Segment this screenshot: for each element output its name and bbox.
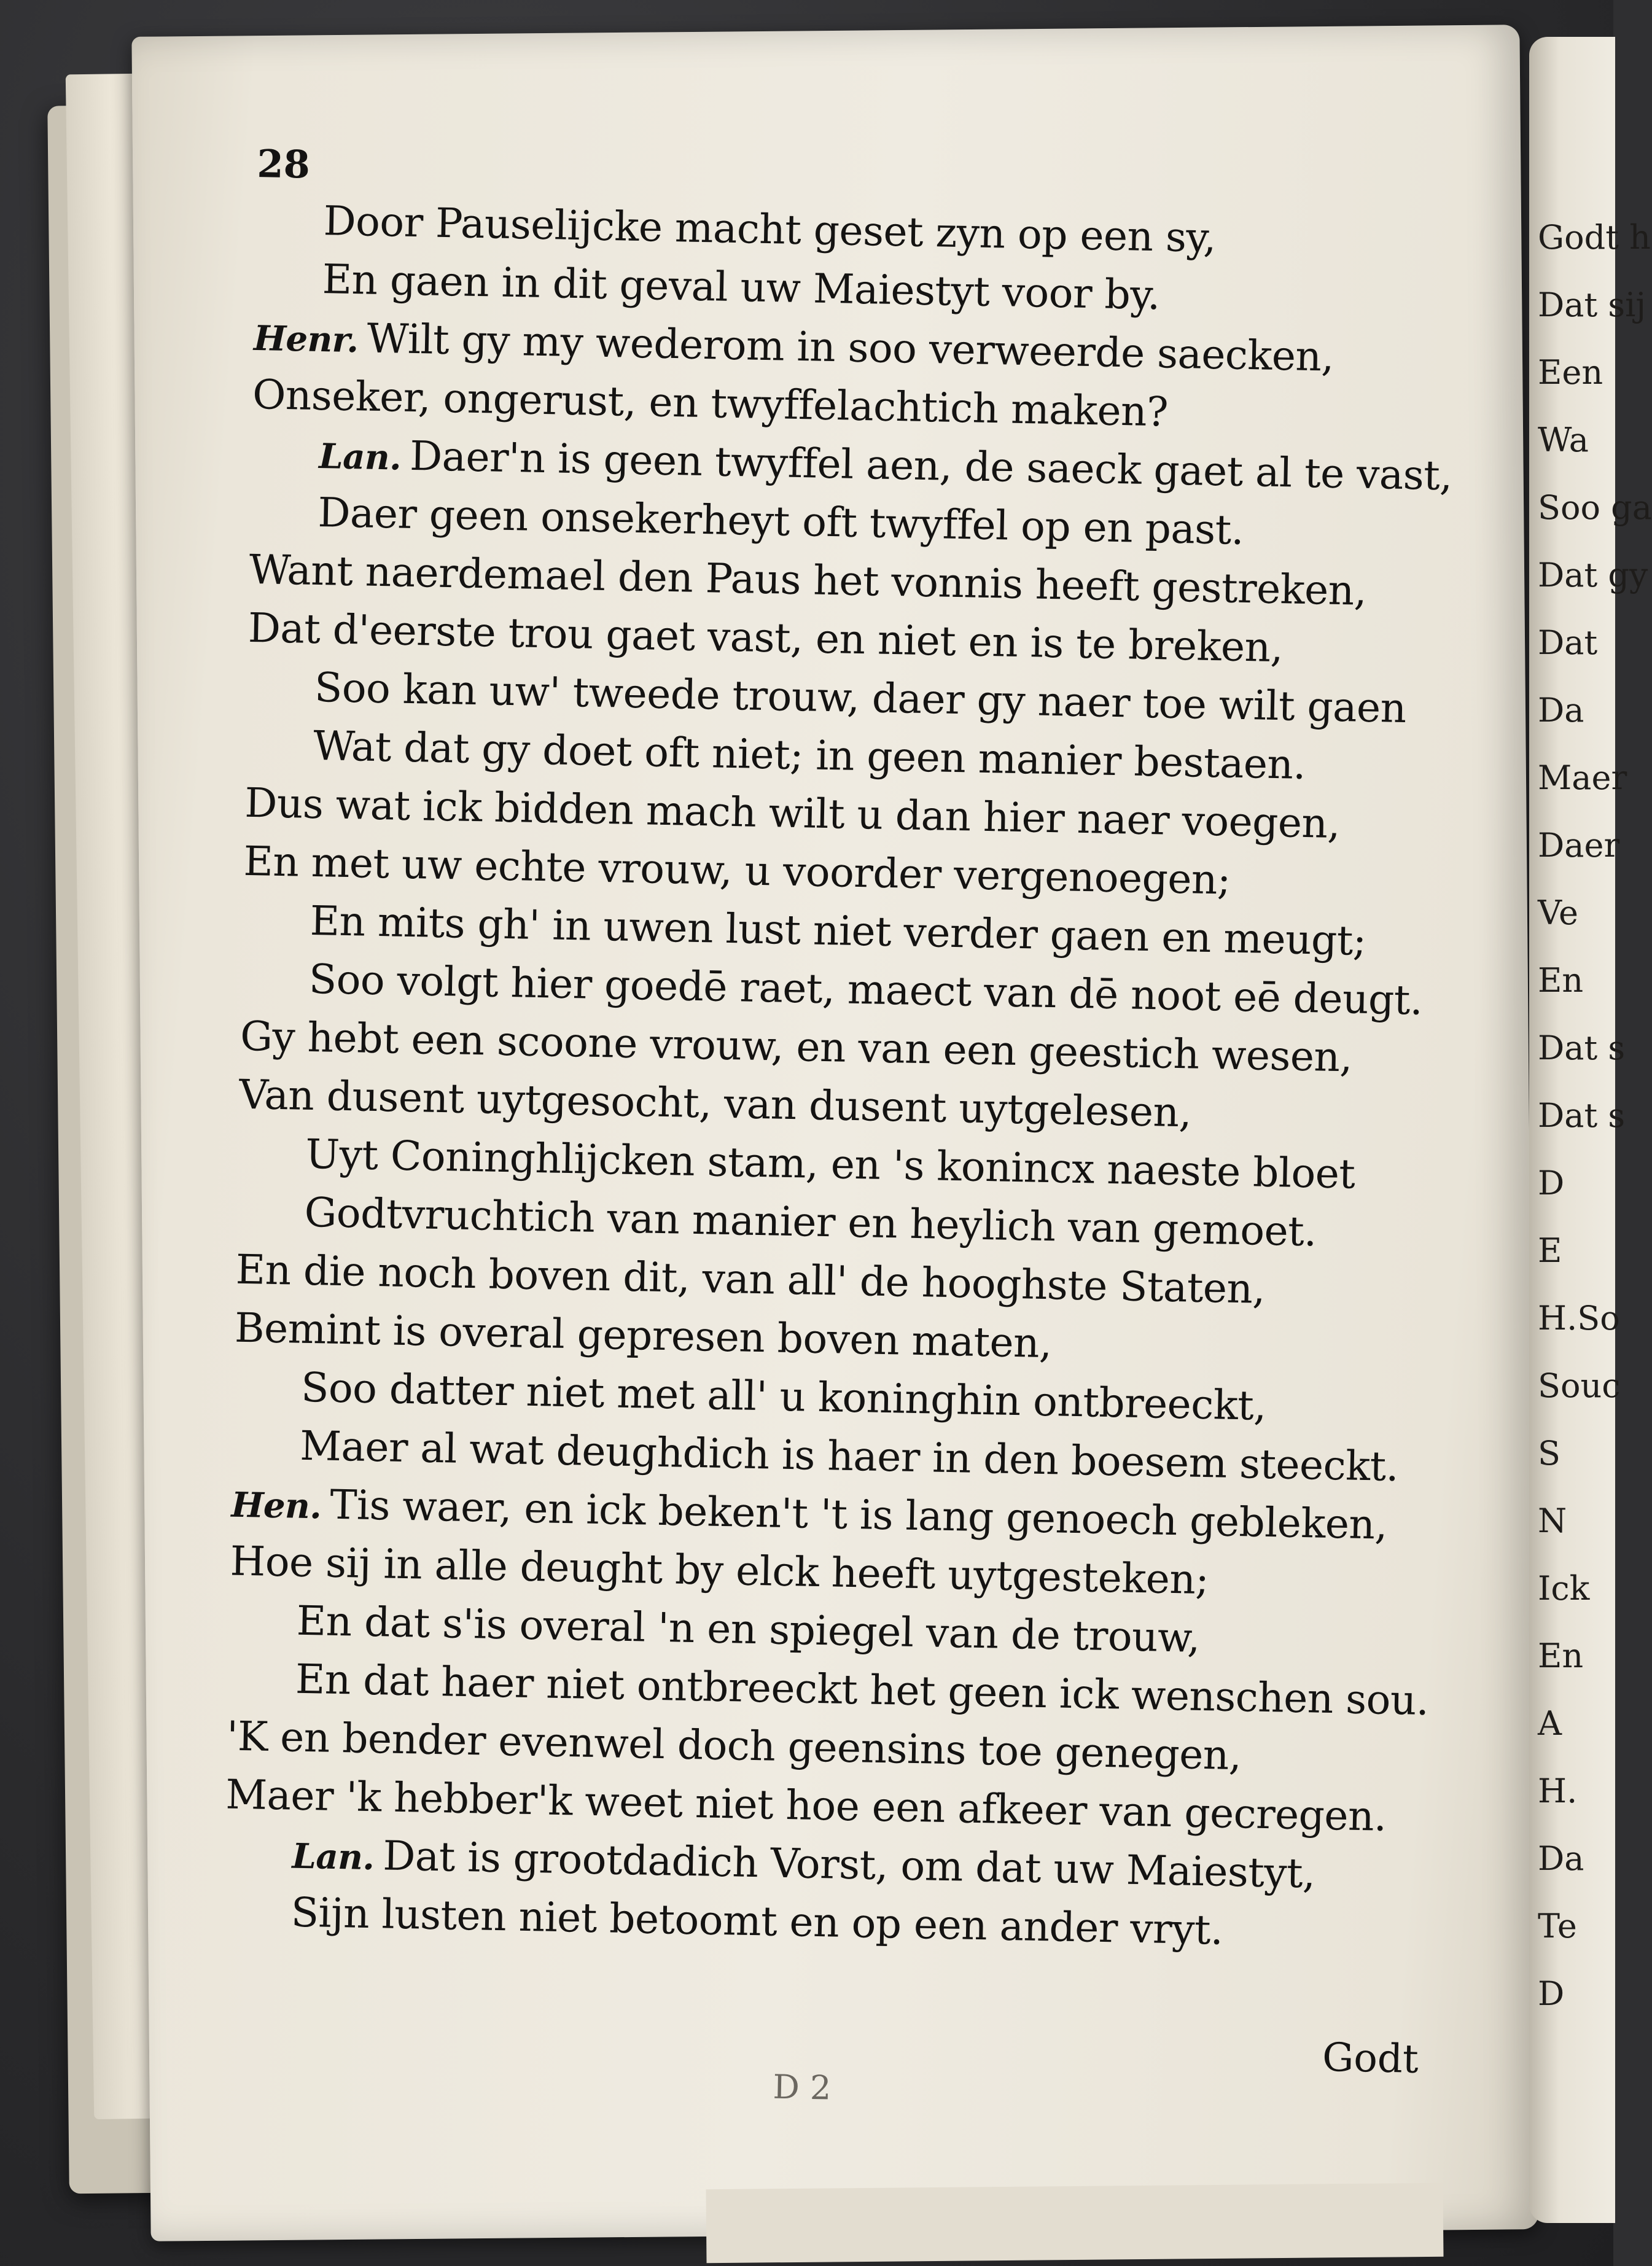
facing-page-fragment: H. (1538, 1772, 1578, 1810)
line-text: Daer geen onsekerheyt oft twyffel op en past. (317, 489, 1244, 554)
line-text: En mits gh' in uwen lust niet verder gaen en meugt; (310, 897, 1367, 965)
facing-page-fragment: Ve (1538, 894, 1578, 932)
facing-page-fragment: Soo ga (1538, 488, 1652, 527)
line-text: Wat dat gy doet oft niet; in geen manier bestaen. (313, 722, 1306, 788)
line-text: Wilt gy my wederom in soo verweerde saecken, (366, 314, 1334, 381)
line-text: Dat d'eerste trou gaet vast, en niet en is te breken, (247, 604, 1284, 672)
verse-text (223, 190, 1484, 1964)
line-text: Godtvruchtich van manier en heylich van gemoet. (304, 1188, 1317, 1256)
line-text: Dat is grootdadich Vorst, om dat uw Maiestyt, (382, 1832, 1316, 1898)
facing-page-fragment: Wa (1538, 421, 1589, 459)
line-text: Gy hebt een scoone vrouw, en van een geestich wesen, (240, 1012, 1353, 1081)
page-number: 28 (256, 141, 311, 187)
facing-page-fragment: Da (1538, 1839, 1584, 1878)
facing-page-fragment: Dat (1538, 623, 1598, 662)
facing-page-fragment: D (1538, 1164, 1565, 1202)
facing-page-fragment: Maer (1538, 758, 1627, 797)
line-text: Maer al wat deughdich is haer in den boesem steeckt. (299, 1422, 1399, 1491)
line-text: En dat haer niet ontbreeckt het geen ick wenschen sou. (295, 1655, 1430, 1725)
line-text: Onseker, ongerust, en twyffelachtich maken? (252, 370, 1169, 436)
facing-page-fragment: H.So (1538, 1299, 1620, 1337)
signature-mark: D 2 (772, 2067, 832, 2108)
speaker-label: Henr. (253, 317, 359, 361)
line-text: En dat s'is overal 'n en spiegel van de trouw, (296, 1597, 1201, 1662)
speaker-label: Hen. (230, 1484, 322, 1527)
facing-page-fragment: A (1538, 1704, 1562, 1743)
line-text: En met uw echte vrouw, u voorder vergenoegen; (243, 837, 1231, 904)
line-text: Van dusent uytgesocht, van dusent uytgelesen, (238, 1070, 1192, 1137)
facing-page-fragment: En (1538, 1637, 1584, 1675)
line-text: Soo datter niet met all' u koninghin ontbreeckt, (300, 1363, 1267, 1430)
facing-page-fragment: Te (1538, 1907, 1577, 1945)
facing-page-fragment: Godt h (1538, 218, 1651, 257)
facing-page-fragment: Da (1538, 691, 1584, 730)
facing-page-fragment: Souc (1538, 1366, 1621, 1405)
line-text: 'K en bender evenwel doch geensins toe genegen, (226, 1712, 1242, 1780)
catchword: Godt (1322, 2034, 1419, 2082)
page-bottom-edge (706, 2183, 1443, 2263)
facing-page-fragment: N (1538, 1501, 1567, 1540)
line-text: Maer 'k hebber'k weet niet hoe een afkeer van gecregen. (225, 1770, 1387, 1840)
facing-page-fragment: Daer (1538, 826, 1620, 865)
facing-page-fragment: Dat gy (1538, 556, 1648, 594)
facing-page-fragment: Dat s (1538, 1096, 1626, 1135)
line-text: En gaen in dit geval uw Maiestyt voor by. (322, 255, 1161, 319)
speaker-label: Lan. (318, 436, 402, 478)
line-text: Dus wat ick bidden mach wilt u dan hier naer voegen, (244, 779, 1341, 848)
facing-page-fragment: Dat s (1538, 1029, 1626, 1067)
facing-page-fragment: S (1538, 1434, 1560, 1473)
facing-page-fragment: D (1538, 1974, 1565, 2013)
line-text: Soo volgt hier goedē raet, maect van dē noot eē deugt. (308, 955, 1423, 1024)
line-text: Soo kan uw' tweede trouw, daer gy naer toe wilt gaen (314, 663, 1407, 733)
facing-page-fragment: Een (1538, 353, 1603, 392)
page-content (220, 117, 1498, 2108)
facing-page-fragment: Ick (1538, 1569, 1590, 1608)
line-text: Sijn lusten niet betoomt en op een ander vryt. (290, 1888, 1224, 1954)
line-text: Daer'n is geen twyffel aen, de saeck gaet al te vast, (409, 432, 1453, 500)
facing-page-fragment: En (1538, 961, 1584, 1000)
line-text: En die noch boven dit, van all' de hooghste Staten, (235, 1245, 1266, 1313)
line-text: Door Pauselijcke macht geset zyn op een sy, (323, 197, 1217, 262)
line-text: Uyt Coninghlijcken stam, en 's konincx naeste bloet (305, 1130, 1356, 1198)
facing-page (1529, 37, 1652, 2223)
facing-page-fragment: Dat sij (1538, 286, 1646, 324)
line-text: Hoe sij in alle deught by elck heeft uytgesteken; (230, 1537, 1209, 1604)
facing-page-fragment: E (1538, 1231, 1562, 1270)
line-text: Tis waer, en ick beken't 't is lang genoech gebleken, (329, 1481, 1388, 1549)
line-text: Want naerdemael den Paus het vonnis heeft gestreken, (249, 545, 1367, 615)
line-text: Bemint is overal gepresen boven maten, (234, 1304, 1053, 1368)
speaker-label: Lan. (291, 1836, 375, 1879)
